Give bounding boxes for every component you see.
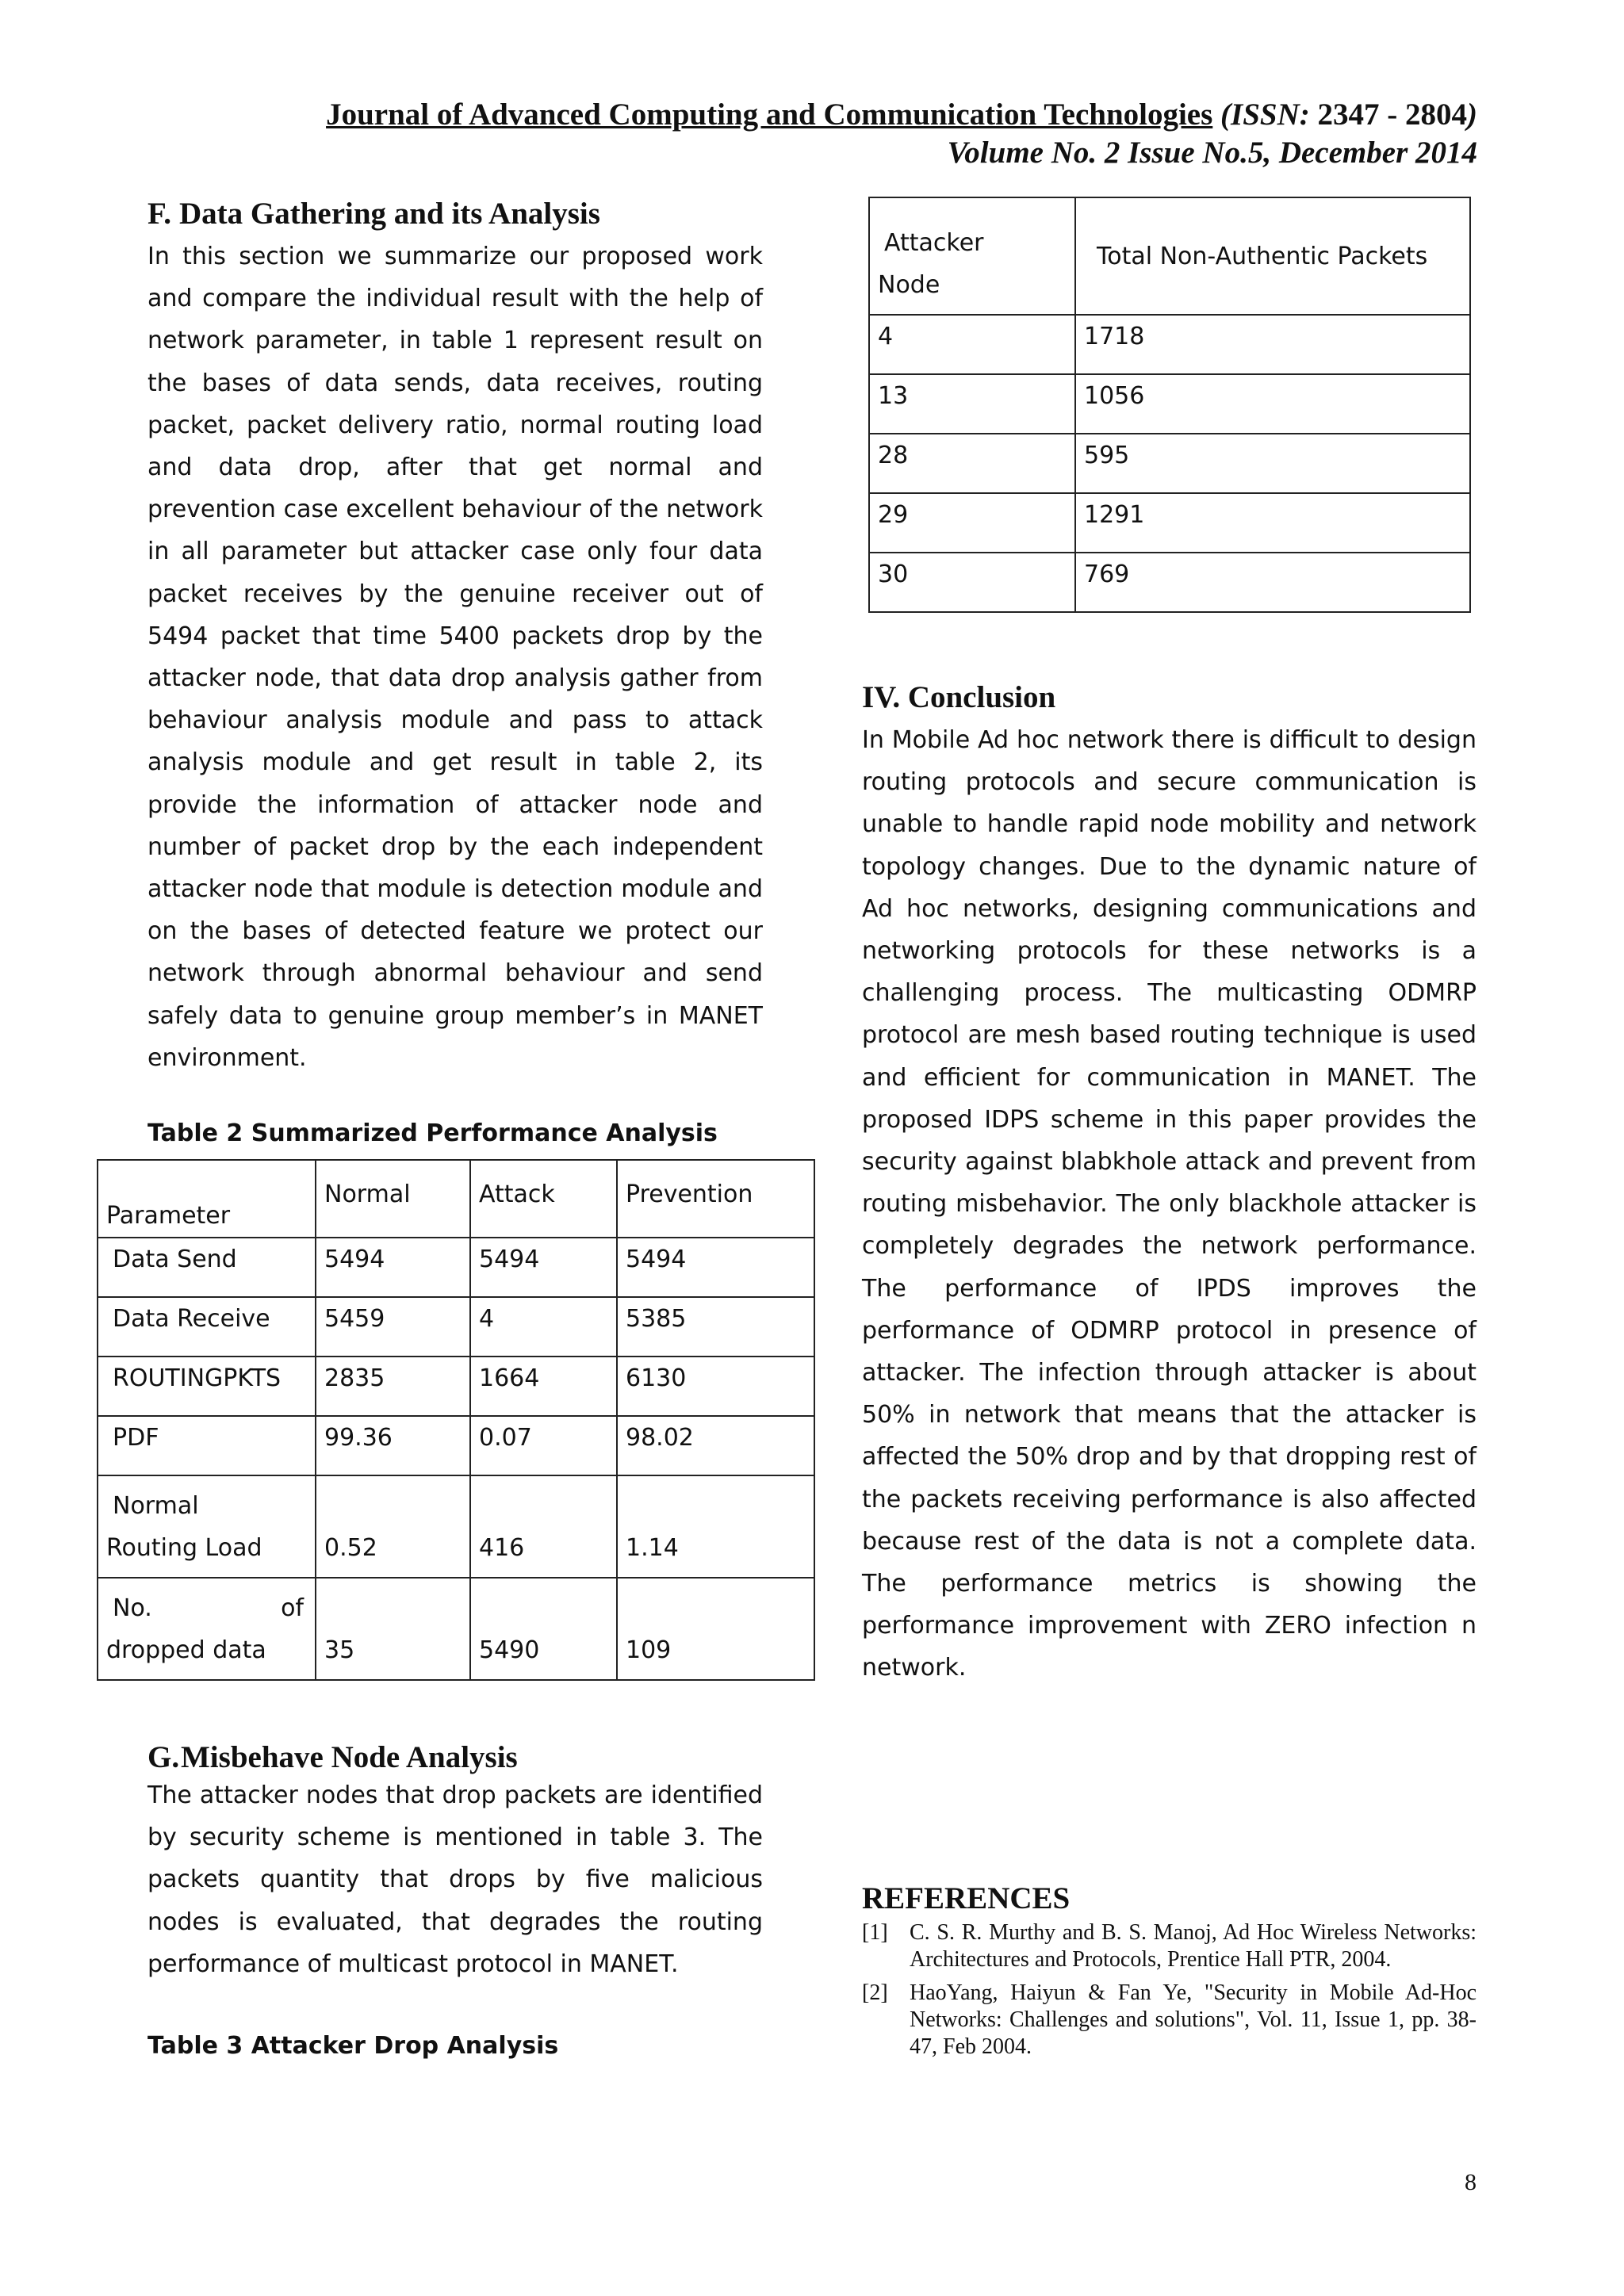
table-cell: [98, 1475, 316, 1578]
table-cell: 99.36: [316, 1416, 470, 1475]
table-cell: 1.14: [617, 1475, 814, 1578]
header-cell: Parameter: [98, 1160, 316, 1238]
table2-caption: Table 2 Summarized Performance Analysis: [147, 1119, 718, 1147]
header-cell: [869, 197, 1075, 315]
table-cell: 0.07: [470, 1416, 617, 1475]
table-cell: Data Send: [98, 1238, 316, 1297]
table-cell: 35: [316, 1578, 470, 1680]
table-cell: [98, 1578, 316, 1680]
table-row: [869, 315, 1470, 374]
page-number: 8: [1465, 2169, 1477, 2195]
header-cell: Normal: [316, 1160, 470, 1238]
table-cell: 5494: [316, 1238, 470, 1297]
table-cell: 416: [470, 1475, 617, 1578]
table-row: [98, 1475, 814, 1578]
table-row: [869, 493, 1470, 553]
table-cell: 29: [869, 493, 1075, 553]
issn-number: 2347 - 2804: [1317, 98, 1467, 132]
table-cell: 595: [1075, 434, 1470, 493]
table-header-row: [98, 1160, 814, 1238]
table-cell: 1056: [1075, 374, 1470, 434]
reference-number: [1]: [862, 1920, 888, 1945]
section-g: [147, 1738, 763, 1985]
references-section: [862, 1881, 1477, 2067]
conclusion-body: In Mobile Ad hoc network there is difficult to design routing protocols and secure communication is unable to handle rapid node mobility and network topology changes. Due to the dynamic nature of Ad hoc networks, designing communications and networking protocols for these networks is a challenging process. The multicasting ODMRP protocol are mesh based routing technique is used and efficient for communication in MANET. The proposed IDPS scheme in this paper provides the security against blabkhole attack and prevent from routing misbehavior. The only blackhole attacker is completely degrades the network performance. The performance of IPDS improves the performance of ODMRP protocol in presence of attacker. The infection through attacker is about 50% in network that means that the attacker is affected the 50% drop and by that dropping rest of the packets receiving performance is also affected because rest of the data is not a complete data. The performance metrics is showing the performance improvement with ZERO infection n network.: [862, 726, 1477, 1682]
table-cell: 1291: [1075, 493, 1470, 553]
table-cell: 4: [869, 315, 1075, 374]
table-cell: 30: [869, 553, 1075, 612]
journal-header: [326, 97, 1477, 132]
volume-info: Volume No. 2 Issue No.5, December 2014: [947, 136, 1477, 170]
table-cell: 5490: [470, 1578, 617, 1680]
table-cell: 1718: [1075, 315, 1470, 374]
table-row: [869, 553, 1470, 612]
cell-word: No.: [113, 1594, 152, 1622]
table-cell: 769: [1075, 553, 1470, 612]
issn-label: (ISSN:: [1220, 98, 1310, 132]
table-cell: 4: [470, 1297, 617, 1357]
cell-line: Attacker: [884, 229, 984, 257]
table-cell: 0.52: [316, 1475, 470, 1578]
reference-text: HaoYang, Haiyun & Fan Ye, "Security in Mobile Ad-Hoc Networks: Challenges and solutions", Vol. 11, Issue 1, pp. 38-47, Feb 2004.: [910, 1980, 1477, 2059]
table-cell: 98.02: [617, 1416, 814, 1475]
table2: [97, 1159, 815, 1681]
table-row: [98, 1357, 814, 1416]
cell-line: Normal: [113, 1491, 199, 1520]
table-cell: 5459: [316, 1297, 470, 1357]
table-row: [98, 1416, 814, 1475]
table3: [868, 197, 1471, 613]
table-cell: 5494: [470, 1238, 617, 1297]
table-row: [98, 1578, 814, 1680]
references-title: REFERENCES: [862, 1881, 1071, 1915]
table-cell: 2835: [316, 1357, 470, 1416]
table-row: [98, 1238, 814, 1297]
table-cell: 1664: [470, 1357, 617, 1416]
section-f-title: F. Data Gathering and its Analysis: [147, 197, 600, 231]
table-cell: 28: [869, 434, 1075, 493]
reference-item: [862, 1919, 1477, 1973]
section-g-title: G.Misbehave Node Analysis: [147, 1740, 518, 1774]
reference-item: [862, 1980, 1477, 2061]
table-row: [98, 1297, 814, 1357]
reference-text: C. S. R. Murthy and B. S. Manoj, Ad Hoc Wireless Networks: Architectures and Protocols, Prentice Hall PTR, 2004.: [910, 1920, 1477, 1972]
table-cell: 5385: [617, 1297, 814, 1357]
header-cell: Attack: [470, 1160, 617, 1238]
table-cell: 109: [617, 1578, 814, 1680]
table-cell: 13: [869, 374, 1075, 434]
table-cell: 5494: [617, 1238, 814, 1297]
reference-number: [2]: [862, 1980, 888, 2005]
header-cell: Total Non-Authentic Packets: [1075, 197, 1470, 315]
cell-line: dropped data: [106, 1636, 266, 1664]
cell-line: Node: [878, 271, 940, 299]
journal-name: Journal of Advanced Computing and Communication Technologies: [326, 98, 1213, 132]
table-cell: ROUTINGPKTS: [98, 1357, 316, 1416]
table-cell: Data Receive: [98, 1297, 316, 1357]
issn-close: ): [1467, 98, 1477, 132]
conclusion-title: IV. Conclusion: [862, 680, 1056, 714]
table-row: [869, 434, 1470, 493]
table-row: [869, 374, 1470, 434]
section-g-body: The attacker nodes that drop packets are identified by security scheme is mentioned in table 3. The packets quantity that drops by five malicious nodes is evaluated, that degrades the routing performance of multicast protocol in MANET.: [147, 1781, 763, 1978]
table3-caption: Table 3 Attacker Drop Analysis: [147, 2032, 559, 2060]
table-cell: 6130: [617, 1357, 814, 1416]
header-cell: Prevention: [617, 1160, 814, 1238]
cell-line: Routing Load: [106, 1533, 262, 1562]
section-f-body: In this section we summarize our proposed work and compare the individual result with the help of network parameter, in table 1 represent result on the bases of data sends, data receives, routing packet, packet delivery ratio, normal routing load and data drop, after that get normal and prevention case excellent behaviour of the network in all parameter but attacker case only four data packet receives by the genuine receiver out of 5494 packet that time 5400 packets drop by the attacker node, that data drop analysis gather from behaviour analysis module and pass to attack analysis module and get result in table 2, its provide the information of attacker node and number of packet drop by the each independent attacker node that module is detection module and on the bases of detected feature we protect our network through abnormal behaviour and send safely data to genuine group member’s in MANET environment.: [147, 243, 763, 1072]
table-header-row: [869, 197, 1470, 315]
cell-word: of: [281, 1594, 304, 1622]
conclusion-section: [862, 678, 1477, 1689]
section-f: [147, 194, 763, 1079]
table-cell: PDF: [98, 1416, 316, 1475]
